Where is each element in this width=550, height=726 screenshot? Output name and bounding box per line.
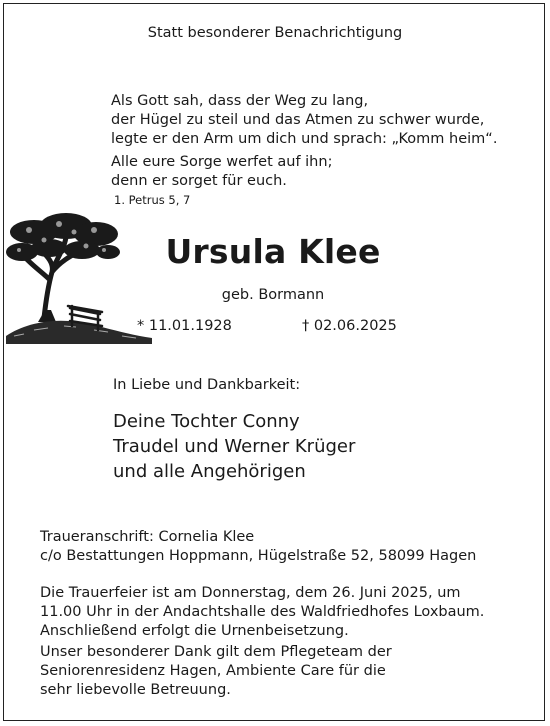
- poem-line: Alle eure Sorge werfet auf ihn;: [111, 154, 333, 170]
- thanks-note: [40, 643, 392, 700]
- poem-stanza-1: [111, 92, 497, 149]
- funeral-address: [40, 528, 476, 566]
- thanks-line: Unser besonderer Dank gilt dem Pflegeteam der: [40, 644, 392, 660]
- tree-with-bench-icon: [4, 210, 154, 350]
- thanks-line: Seniorenresidenz Hagen, Ambiente Care für die: [40, 663, 386, 679]
- poem-line: der Hügel zu steil und das Atmen zu schwer wurde,: [111, 112, 485, 128]
- address-line: c/o Bestattungen Hoppmann, Hügelstraße 52, 58099 Hagen: [40, 548, 477, 564]
- bible-reference: 1. Petrus 5, 7: [114, 193, 191, 207]
- poem-line: legte er den Arm um dich und sprach: „Komm heim“.: [111, 131, 498, 147]
- service-line: Die Trauerfeier ist am Donnerstag, dem 26. Juni 2025, um: [40, 585, 461, 601]
- birth-date: * 11.01.1928: [137, 318, 232, 334]
- poem-stanza-2: [111, 153, 332, 191]
- mourners-list: [113, 409, 355, 484]
- thanks-line: sehr liebevolle Betreuung.: [40, 682, 231, 698]
- mourner-name: Deine Tochter Conny: [113, 411, 300, 432]
- mourners-intro: In Liebe und Dankbarkeit:: [113, 377, 301, 393]
- address-line: Traueranschrift: Cornelia Klee: [40, 529, 255, 545]
- service-details: [40, 584, 484, 641]
- service-line: 11.00 Uhr in der Andachtshalle des Waldfriedhofes Loxbaum.: [40, 604, 485, 620]
- notice-header: Statt besonderer Benachrichtigung: [147, 25, 403, 41]
- mourner-name: und alle Angehörigen: [113, 461, 306, 482]
- service-line: Anschließend erfolgt die Urnenbeisetzung.: [40, 623, 349, 639]
- maiden-name: geb. Bormann: [221, 287, 325, 303]
- poem-line: Als Gott sah, dass der Weg zu lang,: [111, 93, 369, 109]
- death-date: † 02.06.2025: [302, 318, 397, 334]
- deceased-name: Ursula Klee: [165, 232, 381, 271]
- poem-line: denn er sorget für euch.: [111, 173, 287, 189]
- mourner-name: Traudel und Werner Krüger: [113, 436, 356, 457]
